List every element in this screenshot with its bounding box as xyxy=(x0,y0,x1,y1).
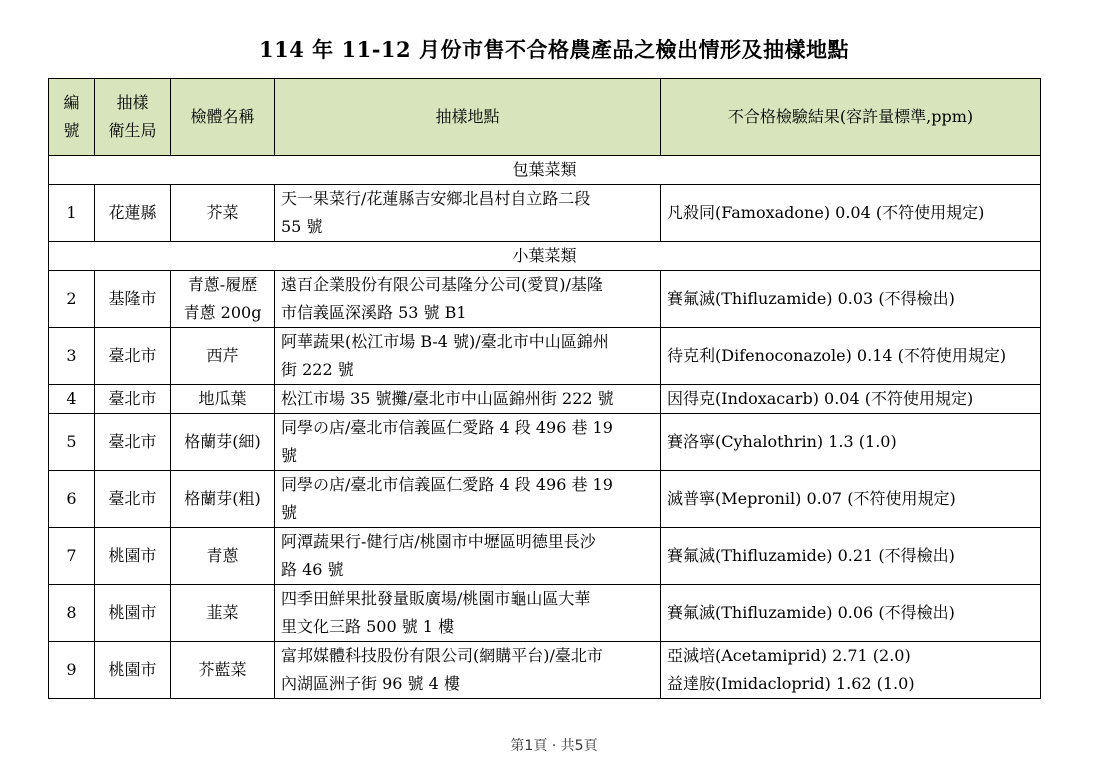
cell-location xyxy=(275,642,661,699)
cell-result xyxy=(661,385,1041,414)
cell-location-line: 55 號 xyxy=(281,217,323,236)
cell-sample-line: 青蔥 xyxy=(206,546,239,565)
table-row xyxy=(49,385,1041,414)
cell-location-line: 松江市場 35 號攤/臺北市中山區錦州街 222 號 xyxy=(281,389,614,408)
cell-result-line: 賽洛寧(Cyhalothrin) 1.3 (1.0) xyxy=(667,432,897,451)
cell-location-line: 市信義區深溪路 53 號 B1 xyxy=(281,303,467,322)
cell-sample xyxy=(171,585,275,642)
cell-no: 5 xyxy=(49,414,95,471)
cell-sample-line: 青蔥-履歷 xyxy=(187,275,258,294)
cell-sample xyxy=(171,385,275,414)
cell-result-line: 待克利(Difenoconazole) 0.14 (不符使用規定) xyxy=(667,346,1007,365)
header-result: 不合格檢驗結果(容許量標準,ppm) xyxy=(661,79,1041,156)
cell-result-line: 賽氟滅(Thifluzamide) 0.06 (不得檢出) xyxy=(667,603,955,622)
cell-sample-line: 格蘭芽(細) xyxy=(184,432,261,451)
cell-location-line: 天一果菜行/花蓮縣吉安鄉北昌村自立路二段 xyxy=(281,189,591,208)
cell-bureau: 桃園市 xyxy=(95,528,171,585)
cell-no: 6 xyxy=(49,471,95,528)
table-row xyxy=(49,642,1041,699)
cell-sample-line: 格蘭芽(粗) xyxy=(184,489,261,508)
cell-bureau: 花蓮縣 xyxy=(95,185,171,242)
cell-location-line: 路 46 號 xyxy=(281,560,344,579)
cell-sample-line: 芥菜 xyxy=(206,203,239,222)
cell-no: 4 xyxy=(49,385,95,414)
cell-location-line: 內湖區洲子街 96 號 4 樓 xyxy=(281,674,460,693)
cell-location-line: 同學の店/臺北市信義區仁愛路 4 段 496 巷 19 xyxy=(281,418,613,437)
inspection-table xyxy=(48,78,1041,699)
cell-result-line: 凡殺同(Famoxadone) 0.04 (不符使用規定) xyxy=(667,203,985,222)
cell-bureau: 臺北市 xyxy=(95,471,171,528)
cell-result xyxy=(661,328,1041,385)
cell-result xyxy=(661,414,1041,471)
cell-sample-line: 韮菜 xyxy=(206,603,239,622)
cell-result xyxy=(661,585,1041,642)
cell-no: 2 xyxy=(49,271,95,328)
cell-result-line: 滅普寧(Mepronil) 0.07 (不符使用規定) xyxy=(667,489,956,508)
cell-location-line: 阿華蔬果(松江市場 B-4 號)/臺北市中山區錦州 xyxy=(281,332,609,351)
table-row xyxy=(49,328,1041,385)
cell-location-line: 阿潭蔬果行-健行店/桃園市中壢區明德里長沙 xyxy=(281,532,596,551)
cell-no: 9 xyxy=(49,642,95,699)
page-indicator: 第1頁 · 共5頁 xyxy=(510,738,598,754)
cell-result xyxy=(661,528,1041,585)
cell-bureau: 臺北市 xyxy=(95,385,171,414)
cell-result-line: 賽氟滅(Thifluzamide) 0.21 (不得檢出) xyxy=(667,546,955,565)
header-no: 編 號 xyxy=(49,79,95,156)
cell-location-line: 街 222 號 xyxy=(281,360,354,379)
cell-location-line: 號 xyxy=(281,446,298,465)
cell-location xyxy=(275,385,661,414)
cell-result xyxy=(661,185,1041,242)
category-label: 小葉菜類 xyxy=(49,242,1041,271)
cell-result-line: 賽氟滅(Thifluzamide) 0.03 (不得檢出) xyxy=(667,289,955,308)
cell-no: 1 xyxy=(49,185,95,242)
table-row xyxy=(49,528,1041,585)
cell-location xyxy=(275,185,661,242)
cell-no: 8 xyxy=(49,585,95,642)
cell-sample-line: 地瓜葉 xyxy=(198,389,247,408)
cell-bureau: 基隆市 xyxy=(95,271,171,328)
cell-location xyxy=(275,528,661,585)
cell-sample xyxy=(171,185,275,242)
table-row xyxy=(49,185,1041,242)
cell-result-line: 因得克(Indoxacarb) 0.04 (不符使用規定) xyxy=(667,389,974,408)
table-row xyxy=(49,471,1041,528)
cell-no: 7 xyxy=(49,528,95,585)
cell-location-line: 遠百企業股份有限公司基隆分公司(愛買)/基隆 xyxy=(281,275,603,294)
cell-location-line: 里文化三路 500 號 1 樓 xyxy=(281,617,455,636)
cell-sample xyxy=(171,414,275,471)
cell-sample xyxy=(171,528,275,585)
cell-sample xyxy=(171,471,275,528)
cell-sample-line: 芥藍菜 xyxy=(198,660,247,679)
cell-result xyxy=(661,642,1041,699)
cell-sample xyxy=(171,271,275,328)
table-row xyxy=(49,585,1041,642)
cell-result xyxy=(661,471,1041,528)
header-bureau: 抽樣 衛生局 xyxy=(95,79,171,156)
cell-result-line: 亞滅培(Acetamiprid) 2.71 (2.0) xyxy=(667,646,911,665)
cell-sample xyxy=(171,328,275,385)
table-header xyxy=(49,79,1041,156)
cell-location xyxy=(275,471,661,528)
header-sample: 檢體名稱 xyxy=(171,79,275,156)
category-row xyxy=(49,156,1041,185)
cell-location xyxy=(275,414,661,471)
category-row xyxy=(49,242,1041,271)
cell-bureau: 桃園市 xyxy=(95,585,171,642)
cell-sample xyxy=(171,642,275,699)
cell-bureau: 桃園市 xyxy=(95,642,171,699)
page-title: 114 年 11-12 月份市售不合格農產品之檢出情形及抽樣地點 xyxy=(259,37,849,62)
cell-location xyxy=(275,328,661,385)
cell-bureau: 臺北市 xyxy=(95,414,171,471)
cell-bureau: 臺北市 xyxy=(95,328,171,385)
cell-sample-line: 西芹 xyxy=(206,346,239,365)
cell-location-line: 富邦媒體科技股份有限公司(網購平台)/臺北市 xyxy=(281,646,603,665)
header-location: 抽樣地點 xyxy=(275,79,661,156)
table-row xyxy=(49,414,1041,471)
cell-location-line: 號 xyxy=(281,503,298,522)
cell-result xyxy=(661,271,1041,328)
cell-location xyxy=(275,271,661,328)
cell-location-line: 同學の店/臺北市信義區仁愛路 4 段 496 巷 19 xyxy=(281,475,613,494)
category-label: 包葉菜類 xyxy=(49,156,1041,185)
cell-no: 3 xyxy=(49,328,95,385)
cell-result-line: 益達胺(Imidacloprid) 1.62 (1.0) xyxy=(667,674,915,693)
cell-sample-line: 青蔥 200g xyxy=(183,303,262,322)
table-body xyxy=(49,156,1041,699)
cell-location-line: 四季田鮮果批發量販廣場/桃園市龜山區大華 xyxy=(281,589,591,608)
cell-location xyxy=(275,585,661,642)
table-row xyxy=(49,271,1041,328)
